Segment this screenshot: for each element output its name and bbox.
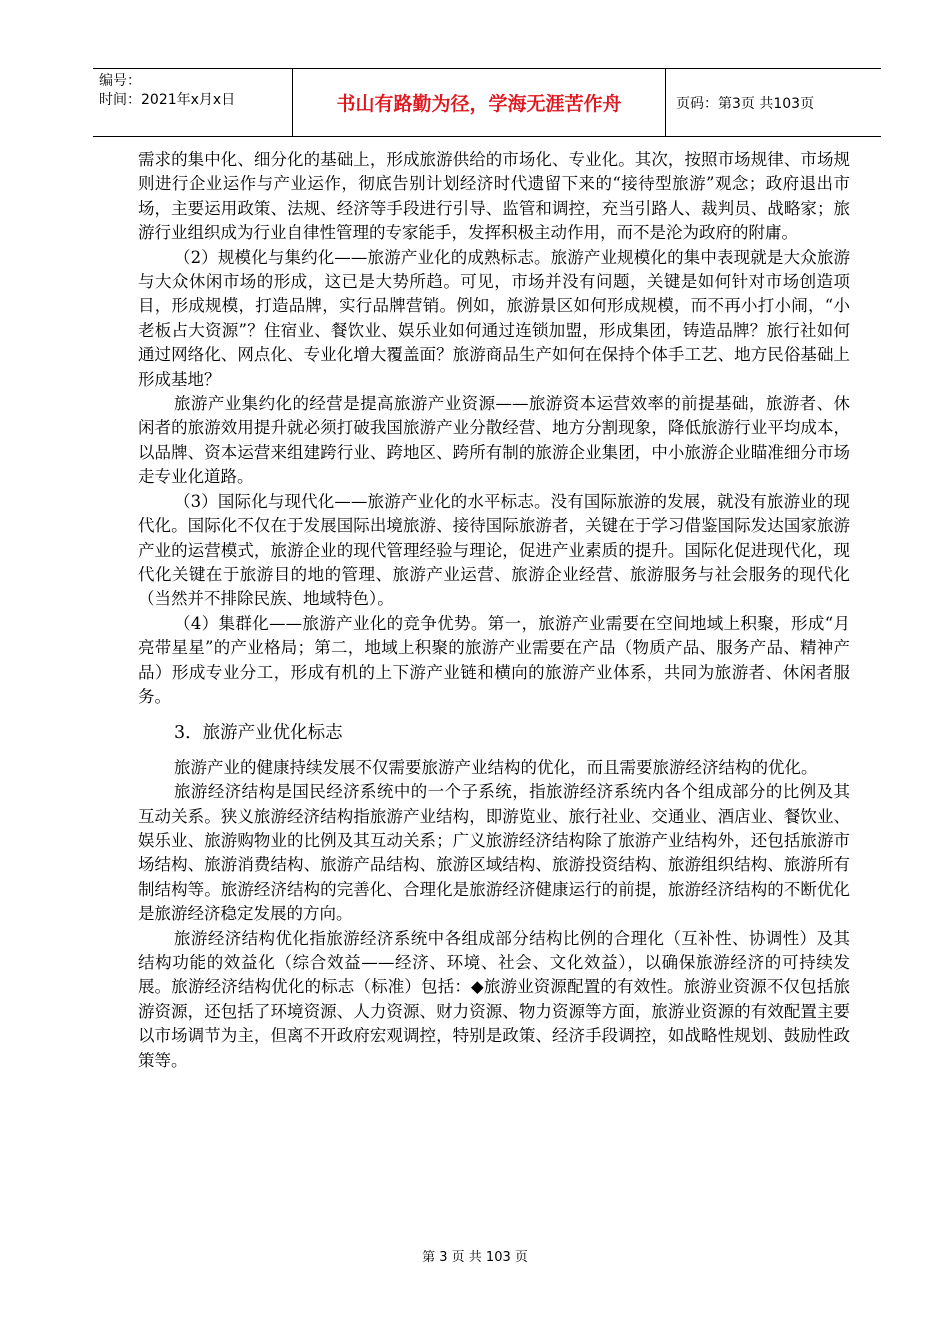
paragraph-structure-optimization: 旅游经济结构优化指旅游经济系统中各组成部分结构比例的合理化（互补性、协调性）及其结构功能的效益化（综合效益——经济、环境、社会、文化效益），以确保旅游经济的可持续发展。旅游经济结构优化的标志（标准）包括：◆旅游业资源配置的有效性。旅游业资源不仅包括旅游资源，还包括了环境资源、人力资源、财力资源、物力资源等方面，旅游业资源的有效配置主要以市场调节为主，但离不开政府宏观调控，特别是政策、经济手段调控，如战略性规划、鼓励性政策等。 xyxy=(138,928,850,1070)
paragraph-optimization-intro: 旅游产业的健康持续发展不仅需要旅游产业结构的优化，而且需要旅游经济结构的优化。 xyxy=(174,757,818,777)
header-meta xyxy=(93,69,293,136)
header-motto: 书山有路勤为径，学海无涯苦作舟 xyxy=(293,69,666,136)
page-header xyxy=(93,68,881,137)
page-footer: 第 3 页 共 103 页 xyxy=(422,1250,528,1265)
document-body xyxy=(138,148,850,1073)
time-label: 时间：2021年x月x日 xyxy=(99,92,236,108)
paragraph-clustering: （4）集群化——旅游产业化的竞争优势。第一，旅游产业需要在空间地域上积聚，形成“月亮带星星”的产业格局；第二，地域上积聚的旅游产业需要在产品（物质产品、服务产品、精神产品）形成专业分工，形成有机的上下游产业链和横向的旅游产业体系，共同为旅游者、休闲者服务。 xyxy=(138,613,850,706)
paragraph-internationalization: （3）国际化与现代化——旅游产业化的水平标志。没有国际旅游的发展，就没有旅游业的现代化。国际化不仅在于发展国际出境旅游、接待国际旅游者，关键在于学习借鉴国际发达国家旅游产业的运营模式，旅游企业的现代管理经验与理论，促进产业素质的提升。国际化促进现代化，现代化关键在于旅游目的地的管理、旅游产业运营、旅游企业经营、旅游服务与社会服务的现代化（当然并不排除民族、地域特色）。 xyxy=(138,491,850,609)
paragraph-continuation: 需求的集中化、细分化的基础上，形成旅游供给的市场化、专业化。其次，按照市场规律、市场规则进行企业运作与产业运作，彻底告别计划经济时代遗留下来的“接待型旅游”观念；政府退出市场，主要运用政策、法规、经济等手段进行引导、监管和调控，充当引路人、裁判员、战略家；旅游行业组织成为行业自律性管理的专家能手，发挥积极主动作用，而不是沦为政府的附庸。 xyxy=(138,150,850,243)
section-heading: 3．旅游产业优化标志 xyxy=(174,723,343,744)
id-label: 编号： xyxy=(99,73,141,89)
paragraph-intensive-management: 旅游产业集约化的经营是提高旅游产业资源——旅游资本运营效率的前提基础，旅游者、休闲者的旅游效用提升就必须打破我国旅游产业分散经营、地方分割现象，降低旅游行业平均成本，以品牌、资本运营来组建跨行业、跨地区、跨所有制的旅游企业集团，中小旅游企业瞄准细分市场走专业化道路。 xyxy=(138,394,850,487)
paragraph-economic-structure: 旅游经济结构是国民经济系统中的一个子系统，指旅游经济系统内各个组成部分的比例及其互动关系。狭义旅游经济结构指旅游产业结构，即游览业、旅行社业、交通业、酒店业、餐饮业、娱乐业、旅游购物业的比例及其互动关系；广义旅游经济结构除了旅游产业结构外，还包括旅游市场结构、旅游消费结构、旅游产品结构、旅游区域结构、旅游投资结构、旅游组织结构、旅游所有制结构等。旅游经济结构的完善化、合理化是旅游经济健康运行的前提，旅游经济结构的不断优化是旅游经济稳定发展的方向。 xyxy=(138,782,850,924)
paragraph-scale-intensification: （2）规模化与集约化——旅游产业化的成熟标志。旅游产业规模化的集中表现就是大众旅游与大众休闲市场的形成，这已是大势所趋。可见，市场并没有问题，关键是如何针对市场创造项目，形成规模，打造品牌，实行品牌营销。例如，旅游景区如何形成规模，而不再小打小闹，“小老板占大资源”？住宿业、餐饮业、娱乐业如何通过连锁加盟，形成集团，铸造品牌？旅行社如何通过网络化、网点化、专业化增大覆盖面？旅游商品生产如何在保持个体手工艺、地方民俗基础上形成基地？ xyxy=(138,247,850,389)
header-page-info: 页码：第3页 共103页 xyxy=(676,95,815,112)
